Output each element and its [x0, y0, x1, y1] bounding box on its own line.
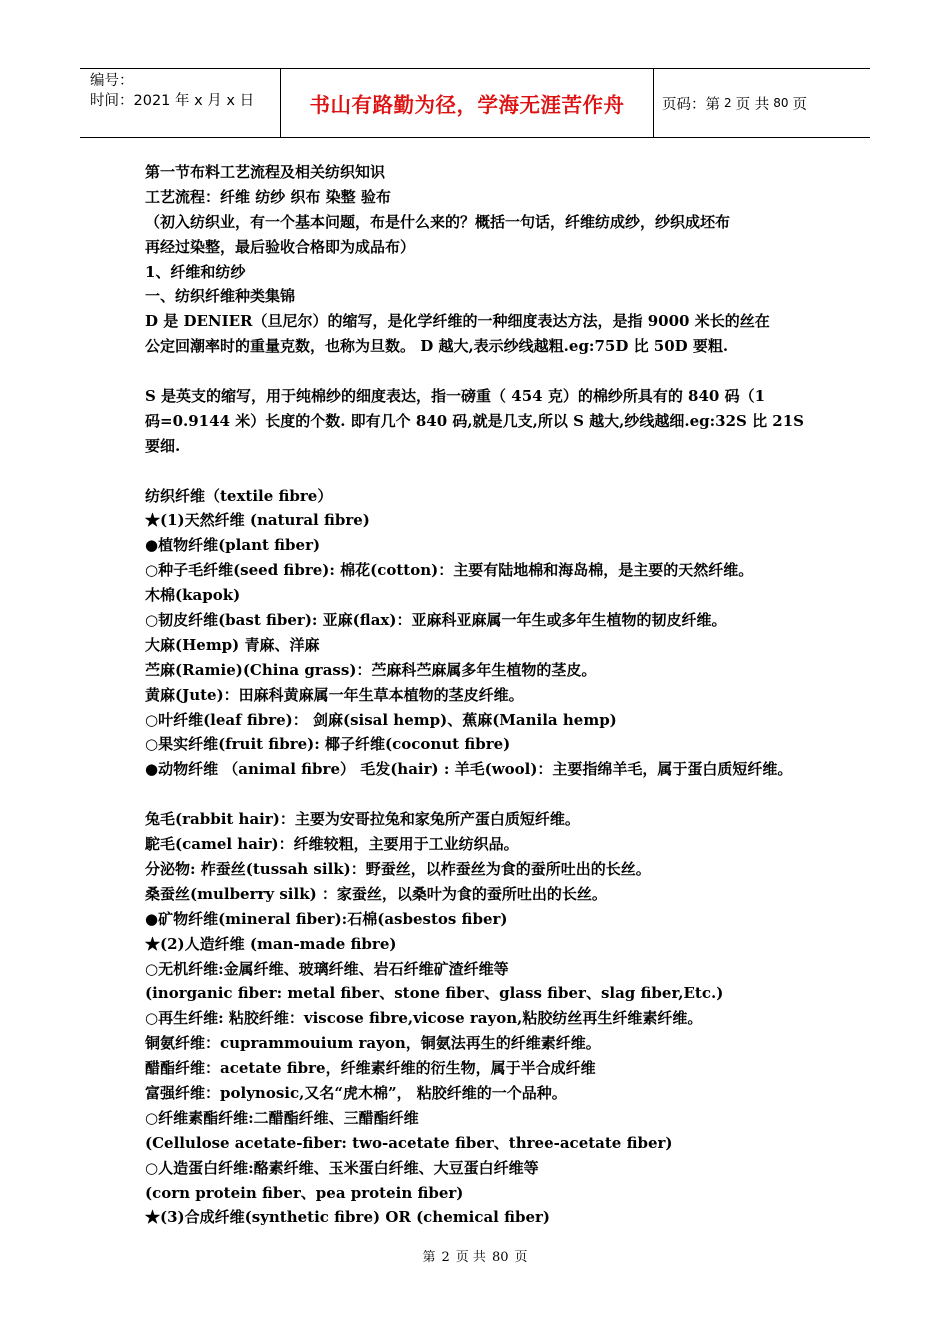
page-prefix: 页码：第	[662, 96, 720, 113]
text-line: 駝毛(camel hair)：纤维较粗，主要用于工业纺织品。	[145, 835, 519, 854]
page-mid: 页 共	[735, 96, 770, 113]
text-line: ●植物纤维(plant fiber)	[145, 536, 321, 555]
header-info-cell	[80, 69, 281, 137]
text-line: (inorganic fiber: metal fiber、stone fiber、glass fiber、slag fiber,Etc.)	[145, 984, 724, 1003]
text-line: 分泌物: 柞蚕丝(tussah silk)：野蚕丝，以柞蚕丝为食的蚕所吐出的长丝。	[145, 859, 651, 878]
time-label: 时间：	[90, 93, 134, 109]
header-slogan-cell	[281, 69, 654, 137]
code-label: 编号：	[90, 73, 134, 89]
text-line: ○果实纤维(fruit fibre): 椰子纤维(coconut fibre)	[145, 735, 511, 754]
header-page-cell	[654, 69, 870, 137]
blank-line	[145, 359, 825, 384]
text-line: （初入纺织业，有一个基本问题，布是什么来的？概括一句话，纤维纺成纱，纱织成坯布	[145, 212, 731, 231]
text-line: ★(1)天然纤维 (natural fibre)	[145, 511, 370, 530]
document-body	[145, 160, 825, 1230]
text-line: 码=0.9144 米）长度的个数. 即有几个 840 码,就是几支,所以 S 越大,纱线越细.eg:32S 比 21S	[145, 411, 804, 430]
page-current: 2	[724, 96, 732, 110]
text-line: 要细.	[145, 436, 181, 455]
blank-line	[145, 782, 825, 807]
text-line: 醋酯纤维：acetate fibre，纤维素纤维的衍生物，属于半合成纤维	[145, 1059, 596, 1078]
time-value: 2021 年 x 月 x 日	[133, 93, 255, 109]
text-line: 第一节布料工艺流程及相关纺织知识	[145, 163, 386, 181]
text-line: 兔毛(rabbit hair)：主要为安哥拉兔和家兔所产蛋白质短纤维。	[145, 810, 580, 829]
time-row	[90, 91, 280, 111]
page-suffix: 页	[792, 96, 808, 113]
slogan: 书山有路勤为径，学海无涯苦作舟	[309, 93, 625, 117]
text-line: ●动物纤维 （animal fibre） 毛发(hair) : 羊毛(wool)：主要指绵羊毛，属于蛋白质短纤维。	[145, 760, 793, 779]
footer-prefix: 第	[422, 1250, 436, 1265]
text-line: ○种子毛纤维(seed fibre): 棉花(cotton)：主要有陆地棉和海岛棉，是主要的天然纤维。	[145, 561, 754, 580]
text-line: 一、纺织纤维种类集锦	[145, 287, 296, 306]
text-line: ○人造蛋白纤维:酪素纤维、玉米蛋白纤维、大豆蛋白纤维等	[145, 1158, 539, 1177]
page-total: 80	[773, 96, 789, 110]
text-line: S 是英支的缩写，用于纯棉纱的细度表达，指一磅重（ 454 克）的棉纱所具有的 840 码（1	[145, 387, 766, 406]
text-line: ○无机纤维:金属纤维、玻璃纤维、岩石纤维矿渣纤维等	[145, 959, 509, 978]
text-line: ○纤维素酯纤维:二醋酯纤维、三醋酯纤维	[145, 1108, 419, 1127]
text-line: 黄麻(Jute)：田麻科黄麻属一年生草本植物的茎皮纤维。	[145, 685, 524, 704]
text-line: 纺织纤维（textile fibre）	[145, 486, 333, 505]
text-line: 大麻(Hemp) 青麻、洋麻	[145, 635, 320, 654]
text-line: ★(3)合成纤维(synthetic fibre) OR (chemical fiber)	[145, 1208, 551, 1227]
page-footer	[0, 1246, 950, 1265]
document-header	[80, 68, 870, 138]
text-line: 工艺流程：纤维 纺纱 织布 染整 验布	[145, 187, 391, 206]
text-line: 桑蚕丝(mulberry silk) ：家蚕丝，以桑叶为食的蚕所吐出的长丝。	[145, 884, 607, 903]
footer-mid: 页 共	[455, 1250, 486, 1265]
text-line: ○再生纤维: 粘胶纤维：viscose fibre,vicose rayon,粘胶纺丝再生纤维素纤维。	[145, 1009, 703, 1028]
text-line: ★(2)人造纤维 (man-made fibre)	[145, 934, 397, 953]
text-line: ○韧皮纤维(bast fiber): 亚麻(flax)：亚麻科亚麻属一年生或多年生植物的韧皮纤维。	[145, 611, 727, 630]
blank-line	[145, 459, 825, 484]
text-line: 苎麻(Ramie)(China grass)：苎麻科苎麻属多年生植物的茎皮。	[145, 660, 597, 679]
text-line: 富强纤维：polynosic,又名“虎木棉”， 粘胶纤维的一个品种。	[145, 1083, 567, 1102]
text-line: ●矿物纤维(mineral fiber):石棉(asbestos fiber)	[145, 909, 508, 928]
footer-total: 80	[491, 1250, 509, 1265]
text-line: 铜氨纤维：cuprammouium rayon，铜氨法再生的纤维素纤维。	[145, 1034, 601, 1053]
text-line: 再经过染整，最后验收合格即为成品布）	[145, 237, 416, 256]
text-line: (Cellulose acetate-fiber: two-acetate fiber、three-acetate fiber)	[145, 1133, 673, 1152]
footer-suffix: 页	[514, 1250, 528, 1265]
text-line: 木棉(kapok)	[145, 586, 241, 605]
text-line: 公定回潮率时的重量克数，也称为旦数。 D 越大,表示纱线越粗.eg:75D 比 50D 要粗.	[145, 337, 729, 356]
text-line: (corn protein fiber、pea protein fiber)	[145, 1183, 464, 1202]
text-line: 1、纤维和纺纱	[145, 262, 246, 281]
footer-current: 2	[441, 1250, 450, 1265]
text-line: ○叶纤维(leaf fibre)： 剑麻(sisal hemp)、蕉麻(Manila hemp)	[145, 710, 617, 729]
text-line: D 是 DENIER（旦尼尔）的缩写，是化学纤维的一种细度表达方法，是指 9000 米长的丝在	[145, 312, 770, 331]
